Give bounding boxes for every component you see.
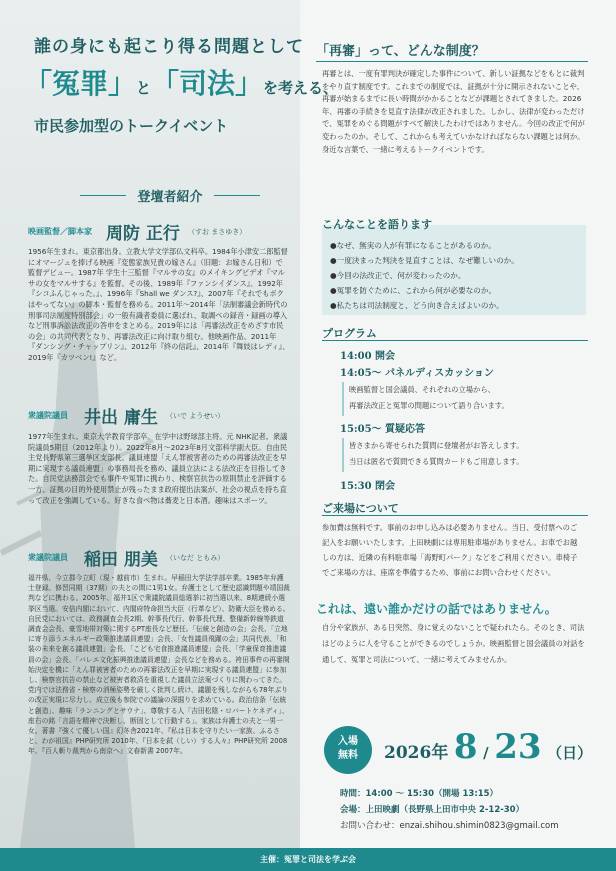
message-text: 自分や家族が、ある日突然、身に覚えのないことで疑われたら。そのとき、司法はどのように人を守ることができるのでしょうか。映画監督と国会議員の対話を通して、冤罪と司法について、一緒に考えてみませんか。 <box>322 623 585 664</box>
talk-item: ●今回の法改正で、何が変わったのか。 <box>330 271 466 280</box>
event-time: 時間：14:00 ～ 15:30（開場 13:15） <box>340 789 499 799</box>
talk-title: こんなことを語ります <box>322 218 432 231</box>
header-rest: を考える、 <box>263 79 339 97</box>
program-time: 15:05～ 質疑応答 <box>340 424 426 435</box>
visit-title-rule <box>322 515 588 516</box>
program-desc: 当日は匿名で質問できる質問カードもご用意します。 <box>349 457 524 466</box>
speaker-kana: （いなだ ともみ） <box>166 554 225 562</box>
speaker-name: 周防 正行 <box>106 224 180 244</box>
header-line1: 誰の身にも起こり得る問題として <box>34 37 304 57</box>
title-rule-right <box>214 195 260 196</box>
event-date <box>384 727 592 767</box>
speaker-role: 衆議院議員 <box>28 411 68 420</box>
badge-line1: 入場 <box>338 736 358 747</box>
contact-email[interactable]: お問い合わせ：enzai.shihou.shimin0823@gmail.com <box>340 821 559 831</box>
speaker-bio: 1977年生まれ。東京大学教育学部卒。在学中は野球部主将。元 NHK記者。衆議院議員5期目（2012年より）。2022年8月～2023年8月文部科学副大臣。自由民主党長野県第三選挙区支部長。議員連盟「えん罪被害者のための再審法改正を早期に実現する議員連盟」の事務局長を務め、議員立法による法改正を目指してきた。自民党法務部会でも事件や冤罪に携わり、検察官抗告の原則禁止を評価する一方、証拠の目的外使用禁止が残ったまま政府提出法案が、社会の視点を持ち直って改正を強調している。好きな食べ物は蕎麦と日本酒。趣味はスポーツ。 <box>28 432 288 505</box>
keyword-enzai: 「冤罪」 <box>24 67 137 100</box>
talk-item: ●冤罪を防ぐために、これから何が必要なのか。 <box>330 286 497 295</box>
speaker-role: 衆議院議員 <box>28 553 68 562</box>
visit-text: 参加費は無料です。事前のお申し込みは必要ありません。当日、受付票へのご記入をお願いいたします。上田映劇には専用駐車場がありません。お車でお越しの方は、近隣の有料駐車場「海野町パーク」などをご利用ください。車椅子でご来場の方は、座席を準備するため、事前にお問い合わせください。 <box>322 523 578 577</box>
program-time: 14:05～ パネルディスカッション <box>340 368 494 379</box>
talk-item: ●一度決まった判決を見直すことは、なぜ難しいのか。 <box>330 256 519 265</box>
header-line2 <box>24 62 338 102</box>
program-title-rule <box>322 340 588 341</box>
header-subtitle: 市民参加型のトークイベント <box>34 117 229 135</box>
program-desc: 再審法改正と冤罪の問題について語り合います。 <box>349 401 509 410</box>
event-month: 8 <box>453 727 478 767</box>
header-to: と <box>136 79 152 97</box>
event-day: 23 <box>494 727 542 767</box>
event-venue: 会場：上田映劇（長野県上田市中央 2-12-30） <box>340 805 525 815</box>
program-desc: 映画監督と国会議員、それぞれの立場から、 <box>349 385 495 394</box>
speaker-bio: 1956年生まれ。東京都出身。立教大学文学部仏文科卒。1984年小津安二郎監督にオマージュを捧げる映画『変態家族兄貴の嫁さん』（旧題：お嫁さん日和）で監督デビュー。1987年 学生十三監督『マルサの女』のメイキングビデオ『マルサの女をマルサする』を監督。その後、1989年『ファンシイダンス』、1992年『シコふんじゃった。』、1996年『Shall we ダンス?』、2007年『それでもボクはやってない』の脚本・監督を務める。2011年～2014年「法制審議会新時代の刑事司法制度特別部会」の一般有識者委員に選ばれ、取調べの録音・録画の導入など刑事訴訟法改正の答申をまとめる。2019年には「再審法改正をめざす市民の会」の共同代表となり、再審法改正に向け取り組む。他映画作品、2011年『ダンシング・チャップリン』、2012年『終の信託』、2014年『舞妓はレディ』、2019年『カツベン!』など。 <box>28 247 290 362</box>
program-desc: 皆さまから寄せられた質問に登壇者がお答えします。 <box>349 441 524 450</box>
talk-item: ●なぜ、無実の人が有罪になることがあるのか。 <box>330 241 496 250</box>
message-tagline: これは、遠い誰かだけの話ではありません。 <box>316 602 557 616</box>
speaker-name: 稲田 朋美 <box>84 550 158 570</box>
speaker-kana: （いで ようせい） <box>166 412 225 420</box>
program-indent-bar <box>342 438 344 472</box>
keyword-shihou: 「司法」 <box>151 67 264 100</box>
event-weekday: （日） <box>547 744 593 762</box>
speakers-title-text: 登壇者紹介 <box>137 190 203 205</box>
about-title-rule <box>316 61 588 62</box>
program-title: プログラム <box>322 327 377 340</box>
date-slash: / <box>483 744 489 762</box>
about-text: 再審とは、一度有罪判決が確定した事件について、新しい証拠などをもとに裁判をやり直す制度です。これまでの制度では、証拠が十分に開示されないことや、再審が始まるまでに長い時間がかかることなどが課題とされてきました。2026年、再審の手続きを見直す法律が改正されました。しかし、法律が変わっただけで、冤罪をめぐる問題がすべて解決したわけではありません。今回の改正で何が変わったのか。そして、これからも考えていかなければならない課題とは何か。身近な言葉で、一緒に考えるトークイベントです。 <box>322 69 585 154</box>
event-year: 2026年 <box>384 743 449 763</box>
program-time: 14:00 開会 <box>340 351 396 362</box>
speaker-kana: （すお まさゆき） <box>188 228 247 236</box>
visit-title: ご来場について <box>322 502 399 515</box>
program-time: 15:30 閉会 <box>340 481 396 492</box>
about-title: 「再審」って、どんな制度？ <box>316 44 485 59</box>
free-admission-badge <box>324 726 372 774</box>
speaker-bio: 福井県、今立郡今立町（現・越前市）生まれ。早稲田大学法学部卒業。1985年弁護士登録。修習同期（37期）の夫との間に1男1女。弁護士として歴史認識問題や靖国裁判などに携わる。2005年、福井1区で衆議院議員総選挙に初当選以来、8期連続小選挙区当選。安倍内閣において、内閣府特命担当大臣（行革など）、防衛大臣を務める。自民党においては、政務調査会長2期、幹事長代行、幹事長代理、整備新幹線等鉄道調査会会長、豪雪地帯対策に関するPT座長など歴任。「伝統と創造の会」会長、「立地に寄り添うエネルギー政策推進議員連盟」会長、「女性議員飛躍の会」共同代表、「和装の未来を創る議員連盟」会長、「こども宅食推進議員連盟」会長、「学童保育推進議員の会」会長、「バレエ文化振興推進議員連盟」会長などを務める。袴田事件の再審開始決定を機に「えん罪被害者のための再審法改正を早期に実現する議員連盟」に参加し、検察官抗告の禁止など被害者救済を重視した議員立法案づくりに関わってきた。党内では法務省・検察の消極姿勢を厳しく批判し続け、議題を残しながらも78年ぶりの改正実現に尽力し、成立後も参院での議論の深掘りを求めている。政治信条「伝統と創造」、趣味「ランニングとサウナ」、尊敬する人「吉田松陰・ロバートケネディ」、座右の銘「言語を精神で決断し、断固として行動する」。家族は弁護士の夫と一男一女。著書『強くて優しい国』幻冬舎2021年、『私は日本を守りたい一家族、ふるさと、わが祖国』PHP研究所 2010年、『日本を弑（しい）する人々』PHP研究所 2008年、『百人斬り裁判から南京へ』文春新書 2007年。 <box>28 574 290 756</box>
organizer-footer: 主催：冤罪と司法を学ぶ会 <box>0 848 616 871</box>
speaker-role: 映画監督／脚本家 <box>28 227 92 236</box>
program-indent-bar <box>342 382 344 416</box>
speaker-name: 井出 庸生 <box>84 408 158 428</box>
badge-line2: 無料 <box>338 750 358 761</box>
talk-item: ●私たちは司法制度と、どう向き合えばよいのか。 <box>330 301 504 310</box>
title-rule-left <box>80 195 126 196</box>
speakers-section-title <box>80 186 260 205</box>
